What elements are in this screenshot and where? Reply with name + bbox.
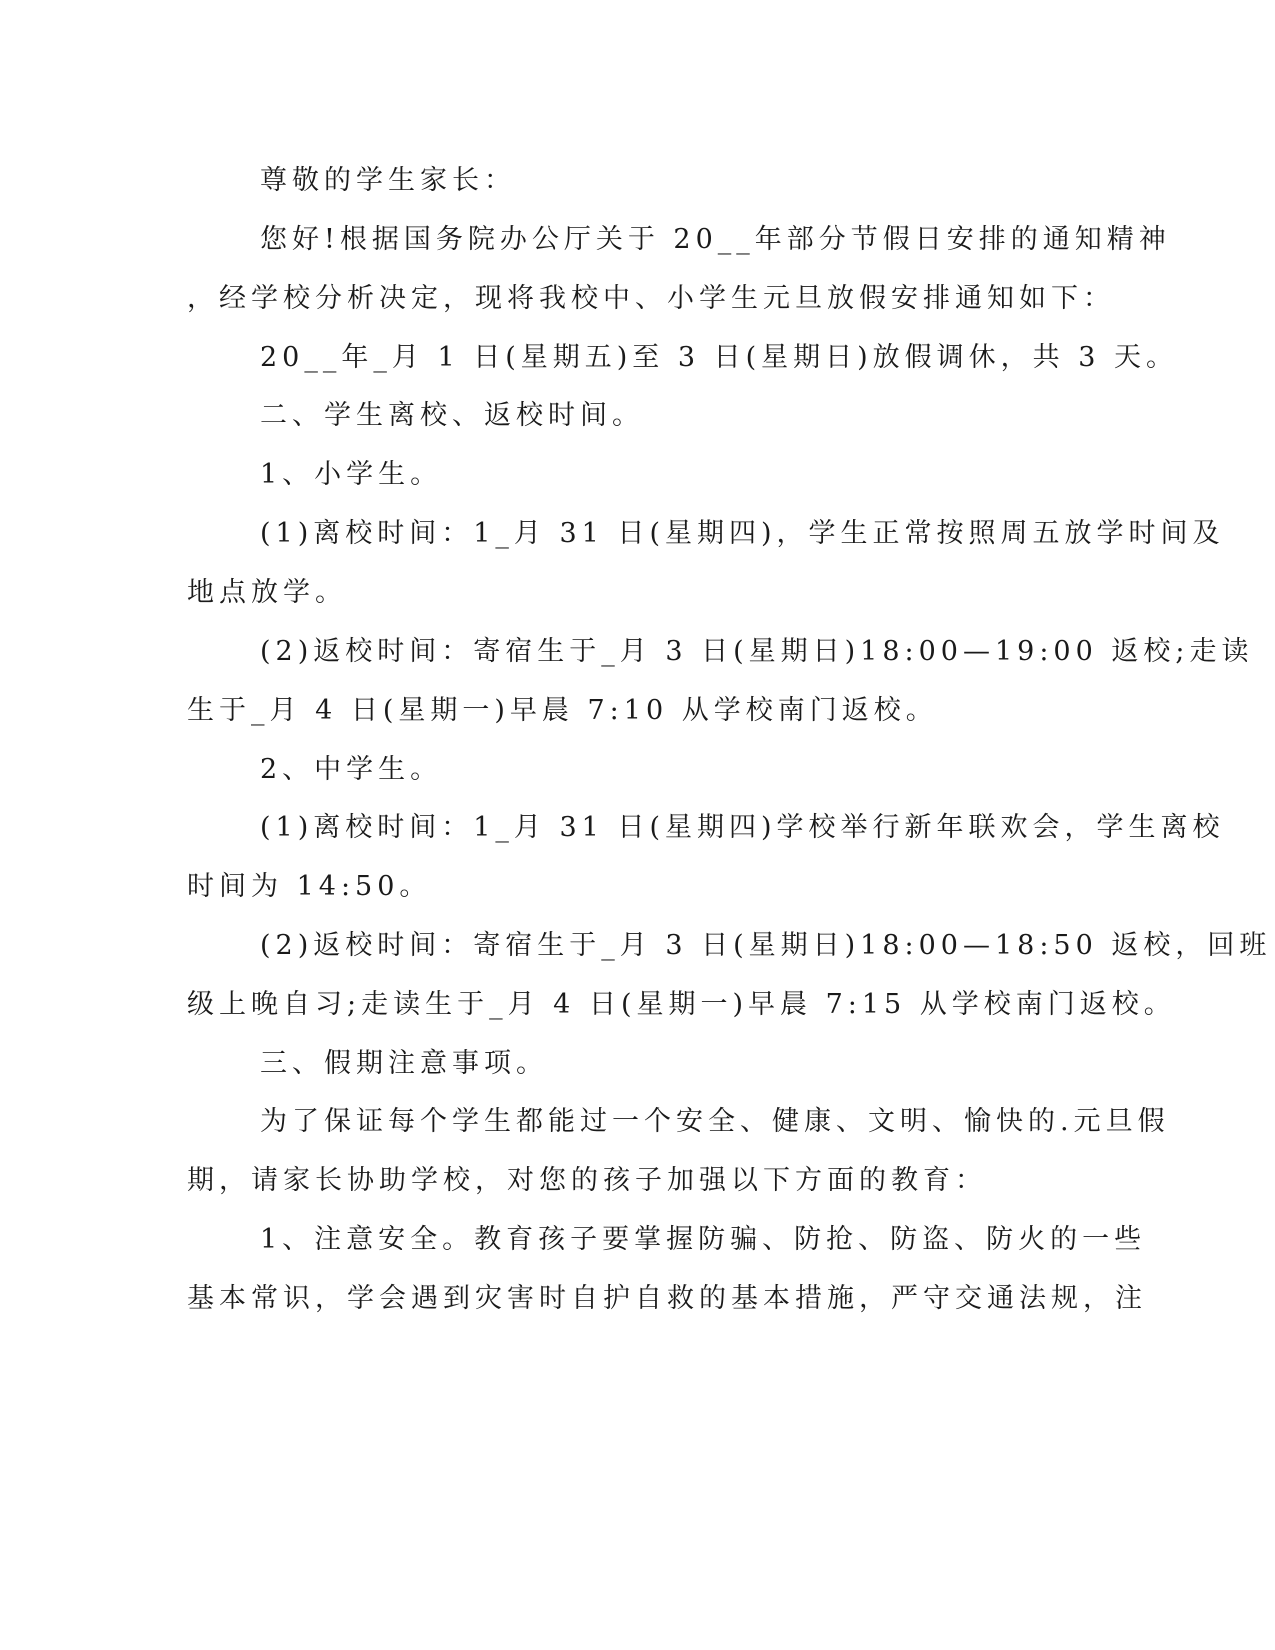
paragraph-line: 为了保证每个学生都能过一个安全、健康、文明、愉快的.元旦假 <box>260 1106 1170 1137</box>
paragraph-line: (2)返校时间：寄宿生于_月 3 日(星期日)18:00—18:50 返校，回班 <box>260 930 1272 961</box>
paragraph-line: (2)返校时间：寄宿生于_月 3 日(星期日)18:00—19:00 返校;走读 <box>260 636 1254 667</box>
paragraph-line: 级上晚自习;走读生于_月 4 日(星期一)早晨 7:15 从学校南门返校。 <box>187 989 1176 1020</box>
paragraph-line: 时间为 14:50。 <box>187 871 432 902</box>
paragraph-line: (1)离校时间：1_月 31 日(星期四)学校举行新年联欢会，学生离校 <box>260 812 1225 843</box>
paragraph-line: 地点放学。 <box>187 577 347 608</box>
paragraph-line: 生于_月 4 日(星期一)早晨 7:10 从学校南门返校。 <box>187 695 938 726</box>
paragraph-line: 您好!根据国务院办公厅关于 20__年部分节假日安排的通知精神 <box>260 224 1171 255</box>
salutation: 尊敬的学生家长： <box>260 165 516 196</box>
paragraph-line: ，经学校分析决定，现将我校中、小学生元旦放假安排通知如下： <box>187 283 1115 314</box>
paragraph-line: 1、注意安全。教育孩子要掌握防骗、防抢、防盗、防火的一些 <box>260 1224 1147 1255</box>
section-heading: 二、学生离校、返校时间。 <box>260 400 644 431</box>
paragraph-line: (1)离校时间：1_月 31 日(星期四)，学生正常按照周五放学时间及 <box>260 518 1225 549</box>
paragraph-line: 基本常识，学会遇到灾害时自护自救的基本措施，严守交通法规，注 <box>187 1283 1147 1314</box>
subsection-heading: 2、中学生。 <box>260 754 443 785</box>
section-heading: 三、假期注意事项。 <box>260 1048 548 1079</box>
paragraph-line: 期，请家长协助学校，对您的孩子加强以下方面的教育： <box>187 1165 987 1196</box>
subsection-heading: 1、小学生。 <box>260 459 443 490</box>
paragraph-line: 20__年_月 1 日(星期五)至 3 日(星期日)放假调休，共 3 天。 <box>260 342 1179 373</box>
